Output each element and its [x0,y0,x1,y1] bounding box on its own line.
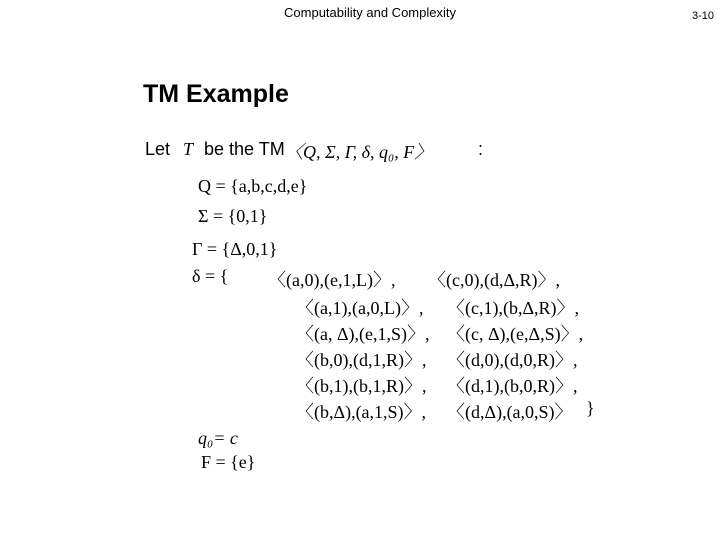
transition-a1: 〈(a,1),(a,0,L)〉, [296,298,424,318]
intro-machine-name: T [183,139,194,159]
final-states-definition: F = {e} [201,452,256,472]
slide-header-course: Computability and Complexity [284,5,456,20]
states-definition: Q = {a,b,c,d,e} [198,176,308,196]
transition-b-blank: 〈(b,Δ),(a,1,S)〉, [296,402,427,422]
transition-function-close: } [586,398,595,418]
input-alphabet-definition: Σ = {0,1} [198,206,268,226]
transition-d-blank: 〈(d,Δ),(a,0,S)〉 [447,402,573,422]
intro-let: Let [145,139,171,159]
intro-colon: : [478,139,484,159]
transition-d0: 〈(d,0),(d,0,R)〉, [447,350,578,370]
transition-a-blank: 〈(a, Δ),(e,1,S)〉, [296,324,430,344]
transition-function-open: δ = { [192,266,229,286]
transition-c1: 〈(c,1),(b,Δ,R)〉, [447,298,580,318]
page-number: 3-10 [691,10,714,22]
transition-d1: 〈(d,1),(b,0,R)〉, [447,376,578,396]
transition-c-blank: 〈(c, Δ),(e,Δ,S)〉, [447,324,584,344]
transition-b0: 〈(b,0),(d,1,R)〉, [296,350,427,370]
start-state-definition: q₀= c [198,428,238,448]
transition-b1: 〈(b,1),(b,1,R)〉, [296,376,427,396]
tape-alphabet-definition: Γ = {Δ,0,1} [192,239,278,259]
transition-c0: 〈(c,0),(d,Δ,R)〉, [428,270,561,290]
intro-be-the-tm: be the TM [204,139,285,159]
transition-a0: 〈(a,0),(e,1,L)〉, [268,270,396,290]
intro-tm-tuple: 〈Q, Σ, Γ, δ, q₀, F〉 [285,142,433,162]
slide-title: TM Example [143,80,289,108]
